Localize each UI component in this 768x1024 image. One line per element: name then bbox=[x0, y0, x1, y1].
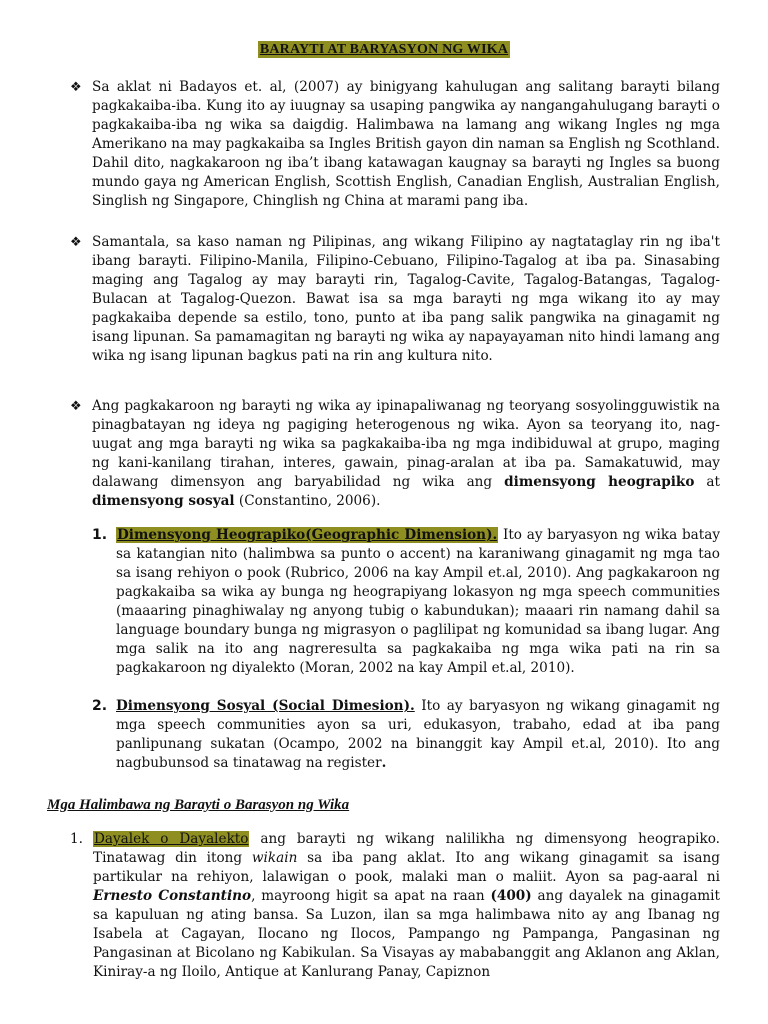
paragraph-text: at bbox=[694, 474, 720, 490]
term-dayalek-highlighted: Dayalek o Dayalekto bbox=[94, 831, 249, 847]
term-heograpiko-highlighted: Dimensyong Heograpiko(Geographic Dimension). bbox=[117, 527, 498, 543]
list-item-text: ang barayti ng wikang nalilikha ng dimensyong heograpiko. Tinatawag din itong bbox=[93, 831, 721, 866]
term-wikain: wikain bbox=[251, 850, 298, 866]
list-item-end: . bbox=[381, 755, 387, 771]
term-dimensyong-heograpiko: dimensyong heograpiko bbox=[504, 474, 695, 490]
diamond-bullet-icon: ❖ bbox=[70, 399, 82, 414]
list-item-text: ang dayalek na ginagamit sa kapuluan ng ating bansa. Sa Luzon, ilan sa mga halimbawa nito ay ang Ibanag ng Isabela at Cagayan, Ilocano ng Ilocos, Pampango ng Pampanga, Pangasinan ng Pangasinan at Bicolano ng Kabikulan. Sa Visayas ay mababanggit ang Aklanon ang Aklan, Kiniray-a ng Iloilo, Antique at Kanlurang Panay, Capiznon bbox=[93, 888, 720, 980]
list-item-text: Ito ay baryasyon ng wikang ginagamit ng mga speech communities ayon sa uri, edukasyon, trabaho, edad at iba pang panlipunang sukatan (Ocampo, 2002 na binanggit kay Ampil et.al, 2010). Ito ang nagbubunsod sa tinatawag na register bbox=[116, 698, 720, 771]
paragraph-text: (Constantino, 2006). bbox=[234, 493, 381, 509]
paragraph-pilipinas-barayti bbox=[70, 233, 720, 366]
list-number: 1. bbox=[70, 831, 83, 847]
list-item-text: Ito ay baryasyon ng wika batay sa katangian nito (halimbwa sa punto o accent) na karaniwang ginagamit ng mga tao sa isang rehiyon o pook (Rubrico, 2006 na kay Ampil et.al, 2010). Ang pagkakaroon ng pagkakaiba sa wika ay bunga ng heograpiyang lokasyon ng mga speech communities (maaaring pinaghiwalay ng anyong tubig o kabundukan); maaari rin namang dahil sa language boundary bunga ng migrasyon o paglilipat ng komunidad sa ibang lugar. Ang mga salik na ito ang nagreresulta sa pagkakaiba ng mga wika pati na rin sa pagkakaroon ng diyalekto (Moran, 2002 na kay Ampil et.al, 2010). bbox=[116, 527, 720, 676]
list-number: 2. bbox=[92, 698, 108, 714]
section-heading-halimbawa: Mga Halimbawa ng Barayti o Barasyon ng Wika bbox=[47, 797, 350, 813]
author-name: Ernesto Constantino bbox=[93, 888, 252, 904]
list-item-text: sa iba pang aklat. Ito ang wikang ginagamit sa isang partikular na rehiyon, lalawigan o pook, malaki man o maliit. Ayon sa pag-aaral ni bbox=[93, 850, 720, 885]
list-item-sosyal bbox=[92, 697, 720, 773]
list-item-text: , mayroong higit sa apat na raan bbox=[251, 888, 491, 904]
term-sosyal-underlined: Dimensyong Sosyal (Social Dimesion). bbox=[116, 698, 415, 714]
term-dimensyong-sosyal: dimensyong sosyal bbox=[92, 493, 235, 509]
paragraph-text: Ang pagkakaroon ng barayti ng wika ay ipinapaliwanag ng teoryang sosyolingguwistik na pinagbatayan ng ideya ng pagiging heterogenous ng wika. Ayon sa teoryang ito, nag-uugat ang mga barayti ng wika sa pagkakaiba-iba ng mga indibiduwal at grupo, maging ng kani-kanilang tirahan, interes, gawain, pinag-aralan at iba pa. Samakatuwid, may dalawang dimensyon ang baryabilidad ng wika ang bbox=[92, 398, 720, 490]
document-title-text: BARAYTI AT BARYASYON NG WIKA bbox=[259, 42, 509, 57]
list-number: 1. bbox=[92, 527, 108, 543]
document-title bbox=[0, 42, 768, 58]
diamond-bullet-icon: ❖ bbox=[70, 80, 82, 95]
paragraph-text: Sa aklat ni Badayos et. al, (2007) ay binigyang kahulugan ang salitang barayti bilang pagkakaiba-iba. Kung ito ay iuugnay sa usaping pangwika ay nangangahulugang barayti o pagkakaiba-iba ng wika sa daigdig. Halimbawa na lamang ang wikang Ingles ng mga Amerikano na may pagkakaiba sa Ingles British gayon din naman sa English ng Scothland. Dahil dito, nagkakaroon ng iba’t ibang katawagan kaugnay sa barayti ng Ingles sa buong mundo gaya ng American English, Scottish English, Canadian English, Australian English, Singlish ng Singapore, Chinglish ng China at marami pang iba. bbox=[92, 79, 720, 209]
paragraph-text: Samantala, sa kaso naman ng Pilipinas, ang wikang Filipino ay nagtataglay rin ng iba't ibang barayti. Filipino-Manila, Filipino-Cebuano, Filipino-Tagalog at iba pa. Sinasabing maging ang Tagalog ay may barayti rin, Tagalog-Cavite, Tagalog-Batangas, Tagalog-Bulacan at Tagalog-Quezon. Bawat isa sa mga barayti ng mga wikang ito ay may pagkakaiba depende sa estilo, tono, punto at iba pang salik pangwika na ginagamit ng isang lipunan. Sa pamamagitan ng barayti ng wika ay napayayaman nito hindi lamang ang wika ng isang lipunan bagkus pati na rin ang kultura nito. bbox=[92, 234, 720, 364]
diamond-bullet-icon: ❖ bbox=[70, 235, 82, 250]
list-item-heograpiko bbox=[92, 526, 720, 678]
paragraph-barayti-definition bbox=[70, 78, 720, 211]
list-item-dayalek bbox=[70, 830, 721, 982]
dialect-count: (400) bbox=[490, 888, 532, 904]
paragraph-teorya bbox=[70, 397, 720, 511]
